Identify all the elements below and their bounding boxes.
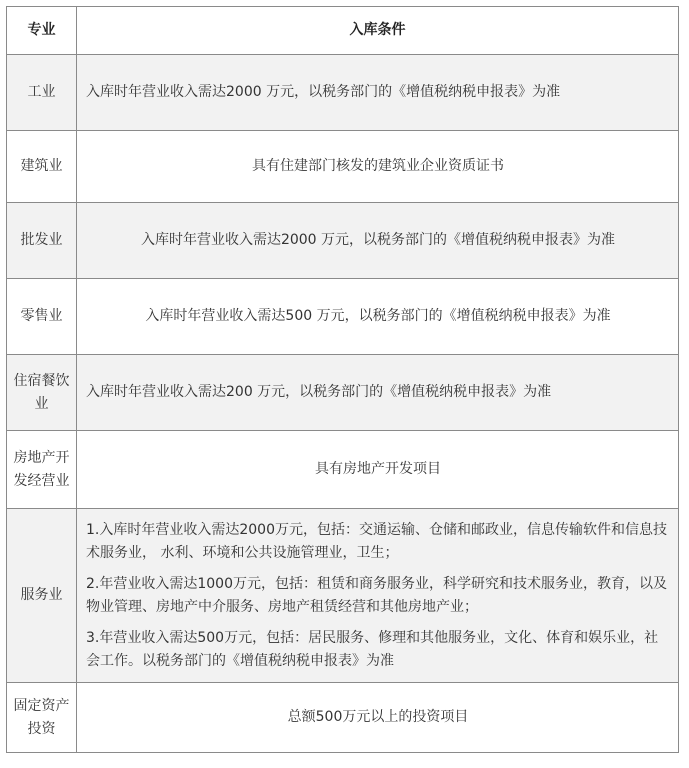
table-header-row: [7, 7, 679, 55]
criteria-table: [6, 6, 679, 753]
table-row: [7, 683, 679, 753]
row-category: 零售业: [7, 279, 77, 355]
row-category: 服务业: [7, 509, 77, 683]
row-condition: [77, 509, 679, 683]
row-condition: 入库时年营业收入需达500 万元，以税务部门的《增值税纳税申报表》为准: [77, 279, 679, 355]
header-category: 专业: [7, 7, 77, 55]
row-category: 固定资产投资: [7, 683, 77, 753]
table-row: [7, 279, 679, 355]
row-condition: 总额500万元以上的投资项目: [77, 683, 679, 753]
row-condition: 入库时年营业收入需达2000 万元，以税务部门的《增值税纳税申报表》为准: [77, 55, 679, 131]
row-category: 住宿餐饮业: [7, 355, 77, 431]
service-condition-3: 3.年营业收入需达500万元，包括：居民服务、修理和其他服务业，文化、体育和娱乐业，社会工作。以税务部门的《增值税纳税申报表》为准: [86, 629, 659, 669]
row-category: 批发业: [7, 203, 77, 279]
table-row: [7, 355, 679, 431]
row-category: 建筑业: [7, 131, 77, 203]
table-row: [7, 55, 679, 131]
service-condition-1: 1.入库时年营业收入需达2000万元，包括：交通运输、仓储和邮政业，信息传输软件和信息技术服务业， 水利、环境和公共设施管理业，卫生；: [86, 521, 667, 561]
table-row: [7, 131, 679, 203]
row-condition: 具有房地产开发项目: [77, 431, 679, 509]
row-condition: 具有住建部门核发的建筑业企业资质证书: [77, 131, 679, 203]
table-row: [7, 203, 679, 279]
row-condition: 入库时年营业收入需达2000 万元，以税务部门的《增值税纳税申报表》为准: [77, 203, 679, 279]
table-row: [7, 431, 679, 509]
row-condition: 入库时年营业收入需达200 万元，以税务部门的《增值税纳税申报表》为准: [77, 355, 679, 431]
row-category: 房地产开发经营业: [7, 431, 77, 509]
header-condition: 入库条件: [77, 7, 679, 55]
row-category: 工业: [7, 55, 77, 131]
service-condition-2: 2.年营业收入需达1000万元，包括：租赁和商务服务业，科学研究和技术服务业，教育，以及物业管理、房地产中介服务、房地产租赁经营和其他房地产业；: [86, 575, 667, 615]
table-row: [7, 509, 679, 683]
